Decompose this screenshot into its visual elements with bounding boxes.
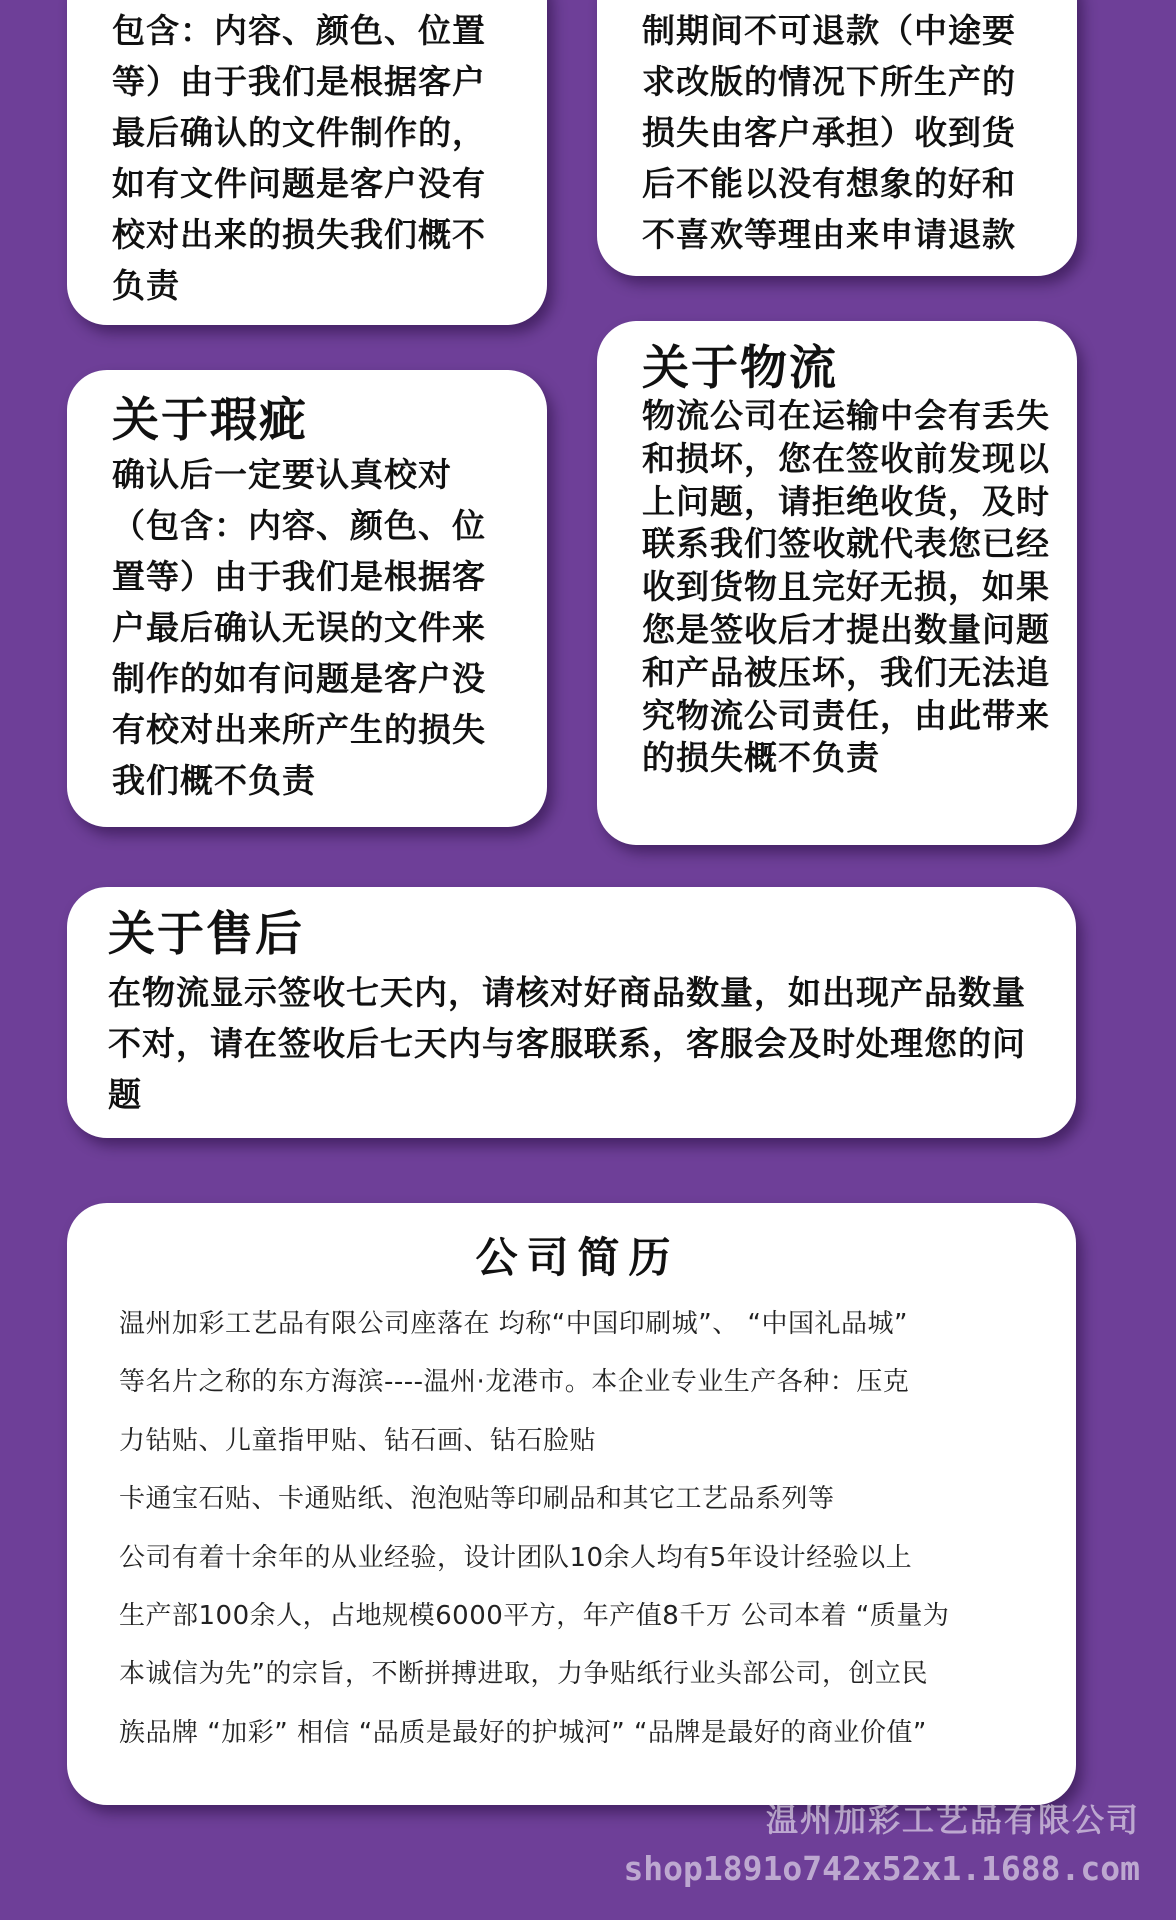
profile-line: 等名片之称的东方海滨----温州·龙港市。本企业专业生产各种：压克 (119, 1367, 910, 1398)
shop-watermark (623, 1796, 1140, 1894)
profile-line: 族品牌 “加彩” 相信 “品质是最好的护城河” “品牌是最好的商业价值” (119, 1717, 927, 1748)
card-about-logistics (597, 321, 1077, 845)
profile-line: 生产部100余人，占地规模6000平方，年产值8千万 公司本着 “质量为 (119, 1601, 950, 1632)
profile-line: 本诚信为先”的宗旨，不断拼搏进取，力争贴纸行业头部公司，创立民 (119, 1659, 928, 1690)
profile-line: 温州加彩工艺品有限公司座落在 均称“中国印刷城”、 “中国礼品城” (119, 1309, 908, 1339)
card-body: 制期间不可退款（中途要求改版的情况下所生产的损失由客户承担）收到货后不能以没有想象的好和不喜欢等理由来申请退款 (642, 11, 1016, 254)
card-about-aftersale (67, 887, 1076, 1138)
profile-line: 公司有着十余年的从业经验，设计团队10余人均有5年设计经验以上 (119, 1542, 913, 1573)
profile-line: 卡通宝石贴、卡通贴纸、泡泡贴等印刷品和其它工艺品系列等 (119, 1484, 835, 1515)
watermark-url: shop1891o742x52x1.1688.com (623, 1849, 1140, 1888)
card-refund-policy-continued (597, 0, 1077, 276)
card-design-check-continued (67, 0, 547, 325)
profile-line: 力钻贴、儿童指甲贴、钻石画、钻石脸贴 (119, 1425, 597, 1456)
watermark-company: 温州加彩工艺品有限公司 (765, 1801, 1140, 1839)
card-body: 确认后一定要认真校对（包含：内容、颜色、位置等）由于我们是根据客户最后确认无误的文件来制作的如有问题是客户没有校对出来所产生的损失我们概不负责 (112, 455, 486, 800)
card-title: 关于售后 (108, 907, 304, 962)
card-company-profile (67, 1203, 1076, 1805)
card-title: 关于物流 (642, 341, 838, 396)
card-about-flaws (67, 370, 547, 827)
profile-title: 公司简历 (475, 1233, 680, 1282)
card-body: 包含：内容、颜色、位置等）由于我们是根据客户最后确认的文件制作的，如有文件问题是客户没有校对出来的损失我们概不负责 (112, 11, 486, 305)
card-body: 在物流显示签收七天内，请核对好商品数量，如出现产品数量不对，请在签收后七天内与客服联系，客服会及时处理您的问题 (108, 973, 1026, 1114)
card-title: 关于瑕疵 (112, 393, 308, 448)
card-body: 物流公司在运输中会有丢失和损坏，您在签收前发现以上问题，请拒绝收货，及时联系我们签收就代表您已经收到货物且完好无损，如果您是签收后才提出数量问题和产品被压坏，我们无法追究物流公司责任，由此带来的损失概不负责 (642, 396, 1050, 778)
